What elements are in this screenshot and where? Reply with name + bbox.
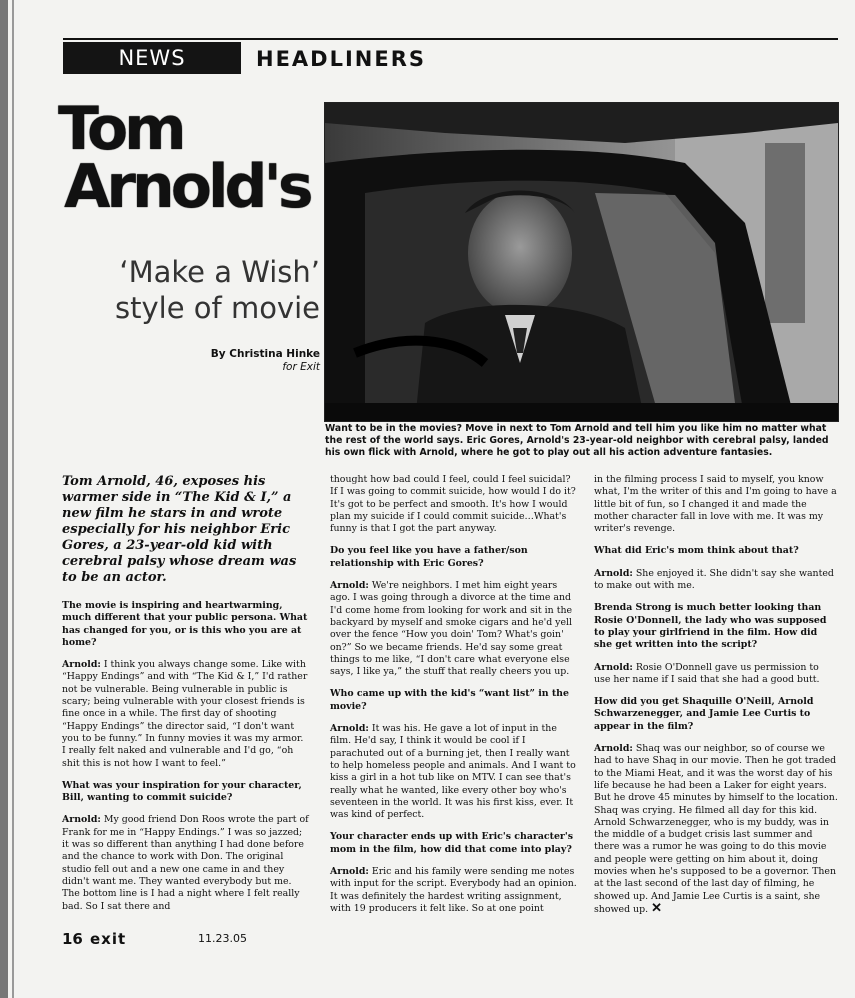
answer-8-text: Shaq was our neighbor, so of course we had to have Shaq in our movie. Then he got traded to the Miami Heat, and it was the worst day of his life because he had been a Laker for eight years. But he drove 45 minutes by himself to the location. Shaq was crying. He filmed all day for this kid. Arnold Schwarzenegger, who is my buddy, was in the middle of a budget crisis last summer and there was a rumor he was going to do this movie and people were getting on him about it, doing movies when he's supposed to be a governor. Then at the last second of the last day of filming, he showed up. And Jamie Lee Curtis is a saint, she showed up. — [594, 743, 838, 915]
page-number: 16 — [62, 930, 83, 948]
binding-line — [12, 0, 14, 998]
speaker-label: Arnold: — [330, 723, 369, 735]
binding-edge — [0, 0, 8, 998]
answer-4 — [330, 723, 580, 821]
answer-8 — [594, 743, 838, 916]
article-title — [58, 94, 310, 222]
question-5: Your character ends up with Eric's character's mom in the film, how did that come into play? — [330, 831, 573, 855]
question-4: Who came up with the kid's “want list” in the movie? — [330, 688, 569, 712]
speaker-label: Arnold: — [62, 814, 101, 826]
section-title: HEADLINERS — [256, 47, 427, 71]
answer-6-text: She enjoyed it. She didn't say she wanted to make out with me. — [594, 567, 834, 592]
column-3 — [594, 474, 838, 926]
column-2 — [330, 474, 580, 925]
speaker-label: Arnold: — [594, 567, 633, 579]
section-header — [63, 38, 838, 76]
answer-3 — [330, 580, 580, 678]
question-1: The movie is inspiring and heartwarming, much different that your public persona. What has changed for you, or is this who you are at home? — [62, 600, 308, 648]
answer-5 — [330, 866, 580, 915]
byline-outlet: for Exit — [282, 361, 320, 373]
photo-image — [325, 103, 838, 421]
article-intro: Tom Arnold, 46, exposes his warmer side in “The Kid & I,” a new film he stars in and wrote especially for his neighbor Eric Gores, a 23-year-old kid with cerebral palsy whose dream was to be an actor. — [62, 474, 297, 585]
page-footer — [62, 930, 362, 950]
answer-4-text: It was his. He gave a lot of input in the film. He'd say, I think it would be cool if I parachuted out of a burning jet, then I really want to help homeless people and animals. And I want to kiss a girl in a hot tub like on MTV. I can see that's really what he wanted, like every other boy who's seventeen in the world. It was his first kiss, ever. It was kind of perfect. — [330, 723, 576, 821]
photo-caption: Want to be in the movies? Move in next to Tom Arnold and tell him you like him no matter what the rest of the world says. Eric Gores, Arnold's 23-year-old neighbor with cerebral palsy, landed his own flick with Arnold, where he got to play out all his action adventure fantasies. — [325, 423, 829, 458]
answer-3-text: We're neighbors. I met him eight years ago. I was going through a divorce at the time and I'd come home from looking for work and sit in the backyard by myself and smoke cigars and he'd yell over the fence “How you doin' Tom? What's goin' on?” So we became friends. He'd say some great things to me like, “I don't care what everyone else says, I like ya,” the stuff that really cheers you up. — [330, 580, 573, 678]
byline — [120, 348, 320, 374]
question-2: What was your inspiration for your character, Bill, wanting to commit suicide? — [62, 779, 302, 804]
question-6: What did Eric's mom think about that? — [594, 545, 799, 557]
exit-logo: exit — [90, 930, 127, 948]
answer-2 — [62, 814, 310, 912]
speaker-label: Arnold: — [594, 661, 633, 673]
end-mark-icon: ✕ — [651, 900, 662, 916]
subtitle-line2: style of movie — [115, 291, 320, 325]
speaker-label: Arnold: — [330, 866, 369, 878]
article-subtitle — [60, 254, 320, 326]
answer-2-text: My good friend Don Roos wrote the part of Frank for me in “Happy Endings.” I was so jazzed; it was so different than anything I had done before and the chance to work with Don. The original studio fell out and a new one came in and they didn't want me. They wanted everybody but me. The bottom line is I had a night where I felt really bad. So I sat there and — [62, 814, 309, 912]
question-7: Brenda Strong is much better looking than Rosie O'Donnell, the lady who was supposed to play your girlfriend in the film. How did she get written into the script? — [594, 602, 827, 651]
article-title-line2: Arnold's — [64, 152, 310, 222]
answer-2-continued: thought how bad could I feel, could I feel suicidal? If I was going to commit suicide, how would I do it? It's got to be perfect and smooth. It's how I would plan my suicide if I could commit suicide…What's funny is that I got the part anyway. — [330, 474, 576, 535]
article-title-line1: Tom — [58, 94, 183, 164]
subtitle-line1: ‘Make a Wish’ — [119, 255, 320, 289]
speaker-label: Arnold: — [330, 580, 369, 592]
answer-7 — [594, 662, 838, 687]
answer-5-text: Eric and his family were sending me notes with input for the script. Everybody had an opinion. It was definitely the hardest writing assignment, with 19 producers it felt like. So at one point — [330, 866, 577, 914]
question-8: How did you get Shaquille O'Neill, Arnold Schwarzenegger, and Jamie Lee Curtis to appear in the film? — [594, 696, 814, 732]
answer-1-text: I think you always change some. Like with “Happy Endings” and with “The Kid & I,” I'd rather not be vulnerable. Being vulnerable in public is scary; being vulnerable with your closest friends is fine once in a while. The first day of shooting “Happy Endings” the director said, “I don't want you to be funny.” In funny movies it was my armor. I really felt naked and vulnerable and I'd go, “oh shit this is not how I want to feel.” — [62, 659, 308, 769]
answer-6 — [594, 568, 838, 593]
speaker-label: Arnold: — [62, 659, 101, 671]
byline-author: By Christina Hinke — [210, 348, 320, 360]
question-3: Do you feel like you have a father/son relationship with Eric Gores? — [330, 545, 528, 569]
column-1 — [62, 474, 310, 923]
section-label: NEWS — [63, 42, 241, 74]
article-photo — [324, 102, 839, 422]
issue-date: 11.23.05 — [198, 932, 247, 945]
answer-1 — [62, 659, 310, 770]
answer-7-text: Rosie O'Donnell gave us permission to use her name if I said that she had a good butt. — [594, 661, 820, 685]
answer-5-continued: in the filming process I said to myself, you know what, I'm the writer of this and I'm going to have a little bit of fun, so I changed it and made the mother character fall in love with me. It was my writer's revenge. — [594, 474, 837, 535]
speaker-label: Arnold: — [594, 743, 633, 755]
